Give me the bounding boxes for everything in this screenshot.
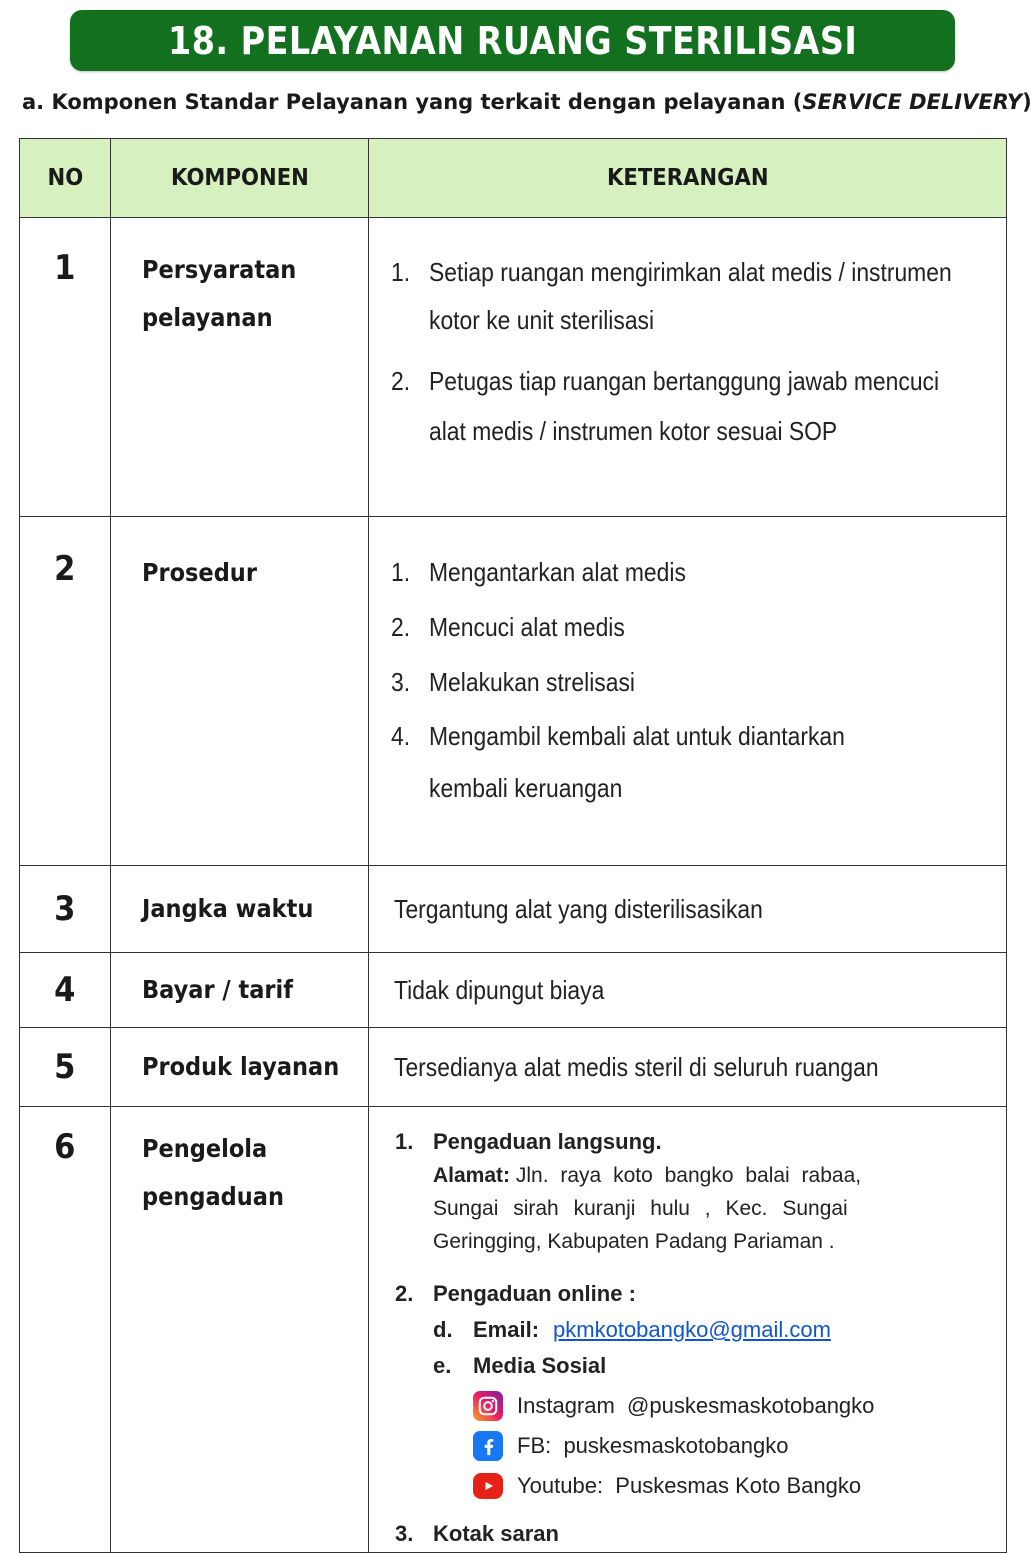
row-description [369, 218, 1007, 517]
row-number: 4 [20, 953, 111, 1028]
header-keterangan: KETERANGAN [369, 139, 1007, 218]
table-header-row [20, 139, 1007, 218]
list-item: 4. Mengambil kembali alat untuk diantarkan kembali keruangan [391, 721, 845, 803]
list-item: 2. Petugas tiap ruangan bertanggung jawab mencuci alat medis / instrumen kotor sesuai SOP [391, 366, 940, 446]
complaint-online: 2. Pengaduan online : [395, 1281, 636, 1306]
row-description: Tergantung alat yang disterilisasikan [369, 866, 1007, 953]
header-no: NO [20, 139, 111, 218]
social-media-list [473, 1386, 1006, 1506]
row-number: 5 [20, 1028, 111, 1107]
list-item: 2. Mencuci alat medis [391, 612, 625, 642]
complaint-address: Alamat: Jln. raya koto bangko balai rabaa, Sungai sirah kuranji hulu , Kec. Sungai Geringging, Kabupaten Padang Pariaman . [433, 1164, 862, 1253]
row-number: 2 [20, 517, 111, 866]
table-row [20, 866, 1007, 953]
facebook-handle[interactable]: FB: puskesmaskotobangko [517, 1433, 789, 1458]
youtube-icon [473, 1473, 503, 1499]
row-component: Prosedur [111, 517, 369, 866]
row-number: 6 [20, 1107, 111, 1553]
header-komponen: KOMPONEN [111, 139, 369, 218]
title-banner [70, 10, 955, 71]
section-subtitle: a. Komponen Standar Pelayanan yang terkait dengan pelayanan (SERVICE DELIVERY) [22, 90, 1032, 114]
row-description: Tersedianya alat medis steril di seluruh ruangan [369, 1028, 1007, 1107]
instagram-handle[interactable]: Instagram @puskesmaskotobangko [517, 1393, 875, 1418]
complaint-suggestion-box: 3. Kotak saran [395, 1521, 559, 1546]
list-item: 1. Setiap ruangan mengirimkan alat medis / instrumen kotor ke unit sterilisasi [391, 257, 952, 335]
requirement-list [391, 248, 1006, 456]
row-description: Tidak dipungut biaya [369, 953, 1007, 1028]
email-line: d. Email: pkmkotobangko@gmail.com [433, 1312, 1006, 1348]
row-component: Jangka waktu [111, 866, 369, 953]
row-component: Persyaratan pelayanan [111, 218, 369, 517]
youtube-channel[interactable]: Youtube: Puskesmas Koto Bangko [517, 1473, 862, 1498]
instagram-line [473, 1386, 1006, 1426]
procedure-list [391, 545, 1006, 814]
row-component: Bayar / tarif [111, 953, 369, 1028]
row-number: 1 [20, 218, 111, 517]
table-row [20, 218, 1007, 517]
table-row [20, 517, 1007, 866]
list-item: 3. Melakukan strelisasi [391, 667, 636, 697]
row-component: Produk layanan [111, 1028, 369, 1107]
row-number: 3 [20, 866, 111, 953]
youtube-line [473, 1466, 1006, 1506]
social-media-heading: e. Media Sosial [433, 1353, 607, 1378]
facebook-icon [473, 1431, 503, 1461]
row-description [369, 517, 1007, 866]
service-standard-table [19, 138, 1007, 1553]
page-title: 18. PELAYANAN RUANG STERILISASI [167, 18, 858, 63]
complaint-direct: 1. Pengaduan langsung. [395, 1129, 662, 1154]
table-row [20, 953, 1007, 1028]
row-component: Pengelola pengaduan [111, 1107, 369, 1553]
complaint-details [369, 1107, 1007, 1553]
table-row [20, 1028, 1007, 1107]
facebook-line [473, 1426, 1006, 1466]
instagram-icon [473, 1391, 503, 1421]
email-link[interactable]: pkmkotobangko@gmail.com [553, 1317, 831, 1342]
list-item: 1. Mengantarkan alat medis [391, 557, 686, 587]
table-row [20, 1107, 1007, 1553]
